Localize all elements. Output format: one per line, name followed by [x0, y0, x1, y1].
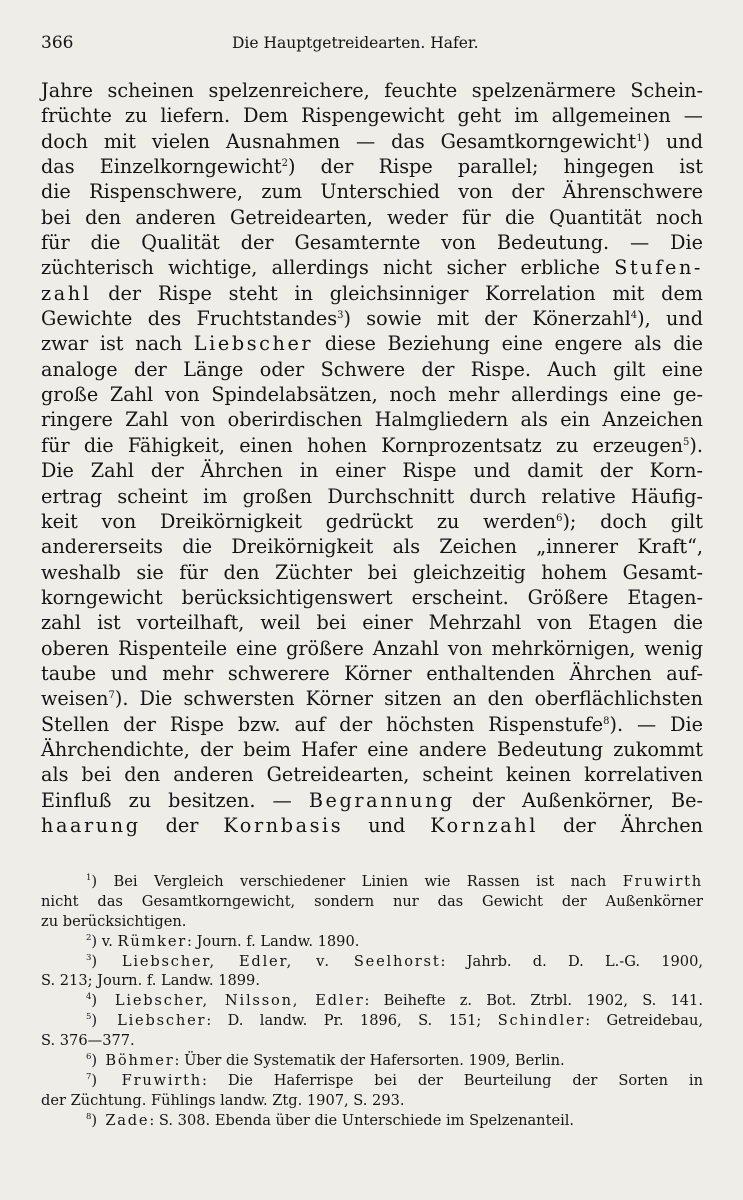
footnote-ref: 7: [108, 690, 115, 702]
text-line: ertrag scheint im großen Durchschnitt durch relative Häufig-: [41, 484, 703, 508]
footnote-line: der Züchtung. Fühlings landw. Ztg. 1907, S. 293.: [41, 1091, 405, 1109]
text-line: die Rispenschwere, zum Unterschied von der Ährenschwere: [41, 180, 703, 204]
spaced-term: Kornbasis: [223, 813, 344, 837]
text-line: Ährchendichte, der beim Hafer eine andere Bedeutung zukommt: [41, 737, 703, 761]
footnote-7: $^7$) Fruwirth: Die Haferrispe bei der Beurteilung der Sorten in: [86, 1071, 703, 1089]
text-line: Gewichte des Fruchtstandes$^3$) sowie mit der Könerzahl$^4$), und: [41, 307, 703, 331]
footnote-author: ) Liebscher, Nilsson, Edler: [91, 992, 365, 1010]
footnote-line: zu berücksichtigen.: [41, 912, 187, 930]
text-line: doch mit vielen Ausnahmen — das Gesamtkorngewicht$^1$) und: [41, 129, 703, 153]
spaced-term: Kornzahl: [430, 813, 538, 837]
footnote-line: nicht das Gesamtkorngewicht, sondern nur das Gewicht der Außenkörner: [41, 892, 703, 910]
footnote-ref: 6: [556, 512, 563, 524]
footnote-ref: 4: [630, 310, 638, 322]
text-line: andererseits die Dreikörnigkeit als Zeichen „innerer Kraft“,: [41, 535, 703, 559]
text-line: taube und mehr schwerere Körner enthaltenden Ährchen auf-: [41, 661, 703, 685]
footnote-author: ) Zade: [91, 1111, 150, 1129]
text-line: zahl der Rispe steht in gleichsinniger Korrelation mit dem: [41, 281, 703, 305]
footnote-ref: 8: [603, 715, 610, 727]
text-line: zahl ist vorteilhaft, weil bei einer Mehrzahl von Etagen die: [41, 611, 703, 635]
footnote-line: S. 376—377.: [41, 1032, 135, 1050]
text-line: analoge der Länge oder Schwere der Rispe. Auch gilt eine: [41, 357, 703, 381]
text-line: als bei den anderen Getreidearten, scheint keinen korrelativen: [41, 763, 703, 787]
footnote-author: ) Liebscher: [91, 1012, 207, 1030]
text-line: oberen Rispenteile eine größere Anzahl von mehrkörnigen, wenig: [41, 636, 703, 660]
footnotes: [41, 872, 703, 1131]
footnote-4: $^4$) Liebscher, Nilsson, Edler: Beihefte z. Bot. Ztrbl. 1902, S. 141.: [86, 992, 703, 1010]
text-line: Stellen der Rispe bzw. auf der höchsten Rispenstufe$^8$). — Die: [41, 712, 703, 736]
footnote-author: ) Böhmer: [91, 1052, 175, 1070]
text-line: weshalb sie für den Züchter bei gleichzeitig hohem Gesamt-: [41, 560, 703, 584]
footnote-5: $^5$) Liebscher: D. landw. Pr. 1896, S. 151; Schindler: Getreidebau,: [86, 1012, 703, 1030]
page-number: 366: [41, 33, 74, 53]
footnote-ref: 1: [636, 132, 643, 144]
text-line: Die Zahl der Ährchen in einer Rispe und damit der Korn-: [41, 459, 703, 483]
footnote-1: $^1$) Bei Vergleich verschiedener Linien wie Rassen ist nach Fruwirth: [86, 873, 703, 890]
footnote-author: Schindler: [497, 1012, 586, 1030]
text-line: Jahre scheinen spelzenreichere, feuchte spelzenärmere Schein-: [41, 79, 703, 102]
text-line: züchterisch wichtige, allerdings nicht sicher erbliche Stufen-: [41, 256, 704, 280]
text-line: zwar ist nach Liebscher diese Beziehung eine engere als die: [41, 332, 703, 356]
spaced-term: Stufen-: [614, 256, 704, 280]
text-line: für die Fähigkeit, einen hohen Kornprozentsatz zu erzeugen$^5$).: [41, 433, 703, 457]
text-line: keit von Dreikörnigkeit gedrückt zu werden$^6$); doch gilt: [41, 509, 704, 533]
main-text: [41, 78, 703, 838]
footnote-ref: 5: [683, 436, 690, 448]
footnote-2: $^2$) v. Rümker: Journ. f. Landw. 1890.: [86, 932, 360, 950]
spaced-author: Liebscher: [193, 332, 314, 356]
running-header: [41, 33, 703, 59]
footnote-author: Fruwirth: [622, 873, 703, 890]
text-line: ringere Zahl von oberirdischen Halmgliedern als ein Anzeichen: [41, 408, 703, 432]
text-line: große Zahl von Spindelabsätzen, noch mehr allerdings eine ge-: [41, 383, 703, 407]
footnote-line: S. 213; Journ. f. Landw. 1899.: [41, 972, 260, 990]
footnote-author: ) Fruwirth: [91, 1071, 202, 1089]
text-line: haarung der Kornbasis und Kornzahl der Ährchen: [41, 813, 703, 837]
text-line: weisen$^7$). Die schwersten Körner sitzen an den oberflächlichsten: [41, 687, 703, 711]
text-line: für die Qualität der Gesamternte von Bedeutung. — Die: [41, 231, 703, 255]
text-line: bei den anderen Getreidearten, weder für die Quantität noch: [41, 205, 703, 229]
spaced-term: haarung: [41, 813, 141, 837]
text-line: das Einzelkorngewicht$^2$) der Rispe parallel; hingegen ist: [41, 155, 703, 179]
text-line: korngewicht berücksichtigenswert erscheint. Größere Etagen-: [41, 585, 703, 609]
footnote-ref: 3: [337, 310, 344, 322]
footnote-8: $^8$) Zade: S. 308. Ebenda über die Unterschiede im Spelzenanteil.: [86, 1111, 575, 1129]
text-line: früchte zu liefern. Dem Rispengewicht geht im allgemeinen —: [41, 104, 703, 128]
footnote-6: $^6$) Böhmer: Über die Systematik der Hafersorten. 1909, Berlin.: [86, 1052, 565, 1070]
footnote-ref: 2: [281, 158, 288, 170]
footnote-author: ) Liebscher, Edler, v. Seelhorst: [91, 952, 441, 970]
footnote-3: $^3$) Liebscher, Edler, v. Seelhorst: Jahrb. d. D. L.-G. 1900,: [86, 952, 703, 970]
footnote-author: Rümker: [117, 932, 188, 950]
text-line: Einfluß zu besitzen. — Begrannung der Außenkörner, Be-: [41, 788, 703, 812]
spaced-term: Begrannung: [308, 788, 455, 812]
running-title: Die Hauptgetreidearten. Hafer.: [232, 34, 479, 52]
spaced-term: zahl: [41, 281, 92, 305]
